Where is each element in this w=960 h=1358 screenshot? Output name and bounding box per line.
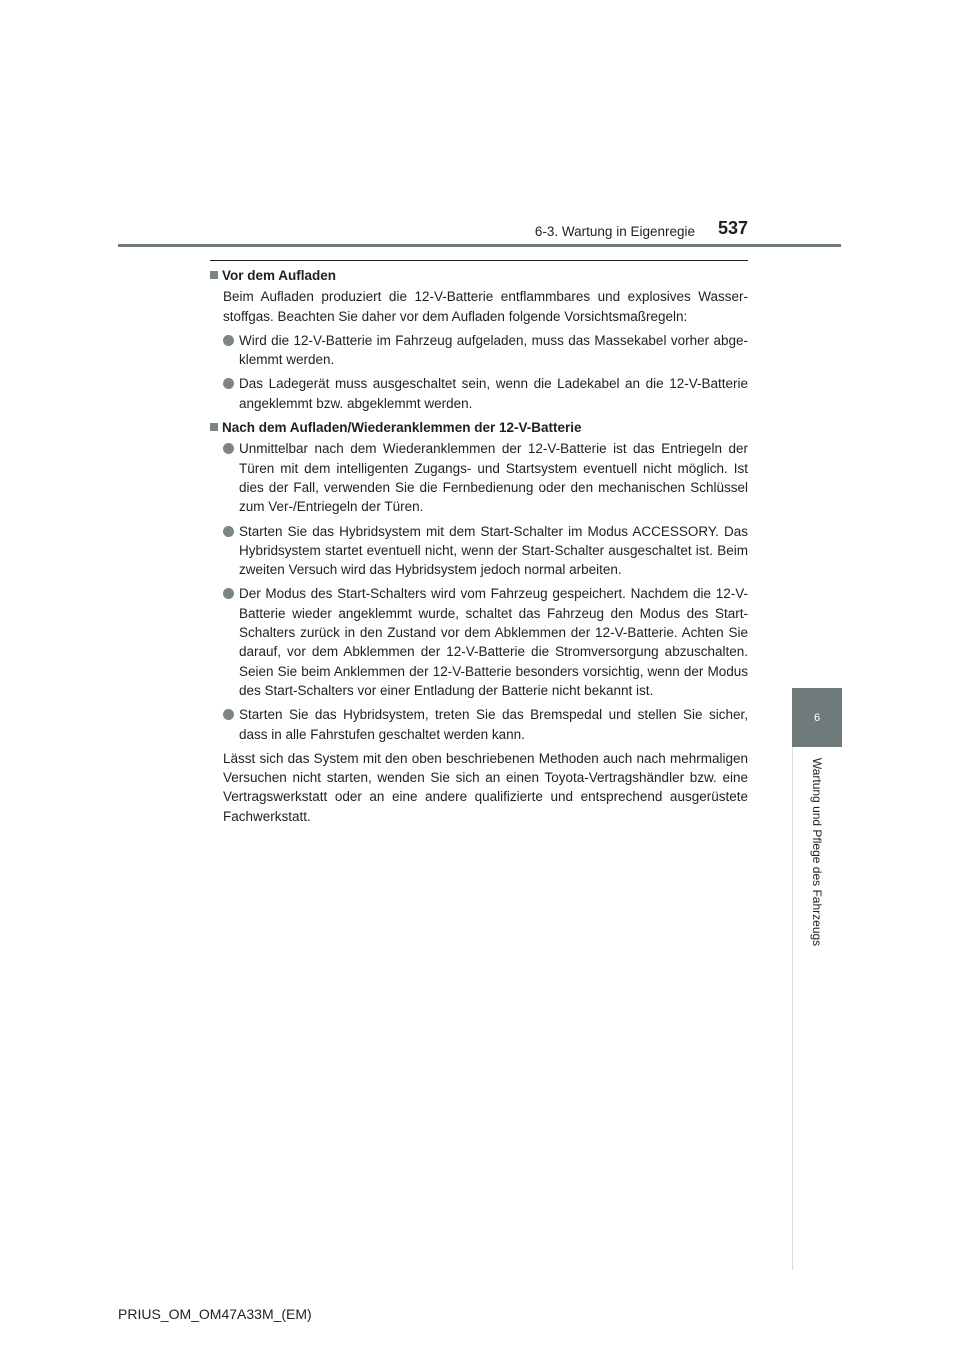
bullet-text: Starten Sie das Hybridsystem mit dem Start-Schalter im Modus ACCESSORY. Das Hybridsystem startet eventuell nicht, wenn der Start-Schalter ausgeschaltet ist. Beim zweiten Versuch wird das Hybridsystem jedoch normal arbeiten. — [239, 523, 748, 578]
chapter-tab — [792, 688, 842, 747]
bullet-item — [223, 705, 748, 744]
bullet-item — [223, 331, 748, 370]
chapter-title: Wartung und Pflege des Fahrzeugs — [810, 757, 824, 947]
section-closing: Lässt sich das System mit den oben beschriebenen Methoden auch nach mehrmaligen Versuchen nicht starten, wenden Sie sich an einen Toyota-Vertragshändler bzw. eine Vertragswerkstatt oder an eine andere qualifizierte und entsprechend ausgerüstete Fachwerkstatt. — [223, 750, 748, 824]
bullet-text: Starten Sie das Hybridsystem, treten Sie das Bremspedal und stellen Sie sicher, dass in alle Fahrstufen geschaltet werden kann. — [239, 707, 748, 742]
section-intro: Beim Aufladen produziert die 12-V-Batterie entflammbares und explosives Wasserstoffgas. Beachten Sie daher vor dem Aufladen folgende Vorsichtsmaßregeln: — [223, 289, 748, 324]
header-section-title: 6-3. Wartung in Eigenregie — [534, 224, 695, 239]
bullet-item — [223, 584, 748, 700]
bullet-text: Unmittelbar nach dem Wiederanklemmen der 12-V-Batterie ist das Entriegeln der Türen mit dem intelligenten Zugangs- und Startsystem eventuell nicht möglich. Ist dies der Fall, verwenden Sie die Fernbedienung oder den mechanischen Schlüssel zum Ver-/Entriegeln der Türen. — [239, 441, 748, 515]
bullet-item — [223, 374, 748, 413]
bullet-text: Das Ladegerät muss ausgeschaltet sein, wenn die Ladekabel an die 12-V-Batterie angeklemmt bzw. abgeklemmt werden. — [239, 376, 748, 411]
bullet-dot-icon — [223, 378, 234, 389]
bullet-item — [223, 439, 748, 516]
bullet-dot-icon — [223, 335, 234, 346]
chapter-number: 6 — [813, 711, 821, 724]
header-rule — [118, 244, 841, 247]
content-top-rule — [210, 260, 748, 261]
bullet-dot-icon — [223, 588, 234, 599]
section-heading: Nach dem Aufladen/Wiederanklemmen der 12-V-Batterie — [210, 418, 748, 437]
bullet-dot-icon — [223, 443, 234, 454]
bullet-dot-icon — [223, 526, 234, 537]
bullet-text: Wird die 12-V-Batterie im Fahrzeug aufgeladen, muss das Massekabel vorher abgeklemmt werden. — [239, 332, 748, 368]
bullet-dot-icon — [223, 709, 234, 720]
bullet-item — [223, 522, 748, 580]
bullet-text: Der Modus des Start-Schalters wird vom Fahrzeug gespeichert. Nachdem die 12-V-Batterie wieder angeklemmt wurde, schaltet das Fahrzeug den Modus des Start-Schalters zurück in den Zustand vor dem Abklemmen der 12-V-Batterie. Achten Sie darauf, vor dem Abklemmen der 12-V-Batterie die Stromversorgung abzuschalten. Seien Sie beim Anklemmen der 12-V-Batterie besonders vorsichtig, wenn der Modus des Start-Schalters vor einer Entladung der Batterie nicht bekannt ist. — [239, 586, 748, 698]
document-code: PRIUS_OM_OM47A33M_(EM) — [118, 1306, 312, 1322]
page-number: 537 — [718, 218, 749, 238]
section-heading: Vor dem Aufladen — [210, 266, 748, 285]
main-content — [210, 266, 748, 831]
